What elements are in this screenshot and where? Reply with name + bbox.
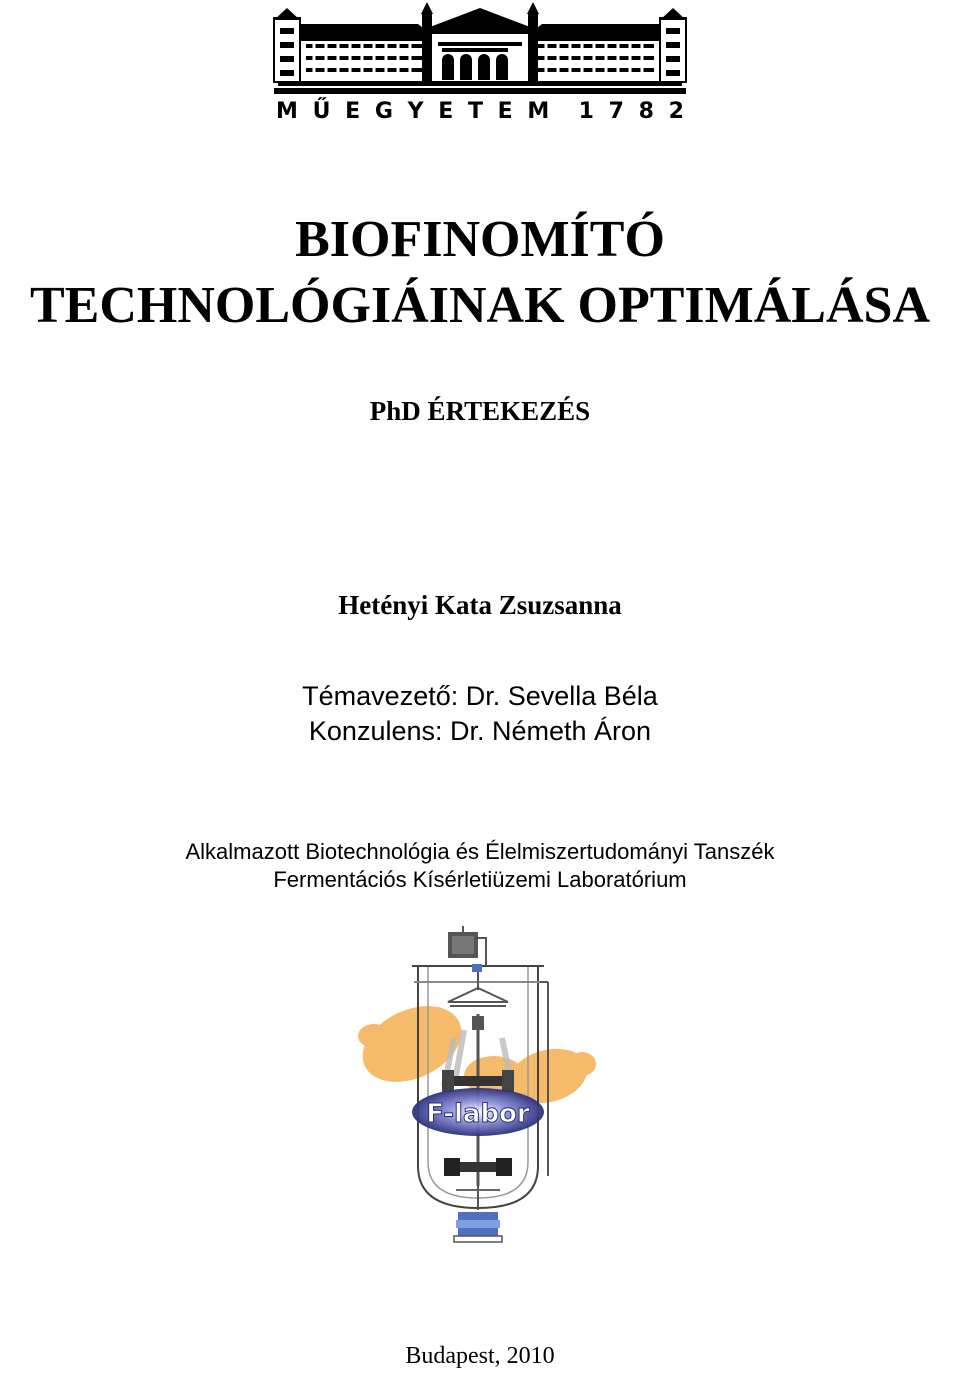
wordmark-letter: 8 (638, 98, 654, 124)
supervisor-line: Témavezető: Dr. Sevella Béla (302, 681, 658, 711)
wordmark-letter: Y (407, 98, 424, 124)
wordmark-letter: E (497, 98, 513, 124)
university-building-icon (272, 2, 688, 96)
place-date: Budapest, 2010 (405, 1343, 555, 1369)
laboratory-line: Fermentációs Kísérletiüzemi Laboratórium (273, 867, 687, 892)
title-line-2: TECHNOLÓGIÁINAK OPTIMÁLÁSA (30, 277, 930, 334)
university-wordmark (272, 96, 688, 126)
department-line: Alkalmazott Biotechnológia és Élelmiszertudományi Tanszék (185, 839, 775, 864)
wordmark-letter: 1 (578, 98, 594, 124)
lab-logo-label: F-labor (426, 1099, 530, 1129)
wordmark-letter: T (467, 98, 483, 124)
consultant-line: Konzulens: Dr. Németh Áron (308, 716, 652, 746)
wordmark-letter: E (345, 98, 361, 124)
wordmark-letter: E (438, 98, 454, 124)
university-logo (272, 2, 688, 124)
wordmark-letter: 2 (668, 98, 684, 124)
fermenter-bioreactor-icon (352, 926, 604, 1246)
author-name: Hetényi Kata Zsuzsanna (338, 590, 622, 620)
wordmark-letter: 7 (608, 98, 624, 124)
wordmark-letter: G (374, 98, 393, 124)
lab-logo (352, 926, 604, 1246)
wordmark-letter: M (527, 98, 550, 124)
wordmark-letter: Ű (312, 98, 331, 124)
document-type: PhD ÉRTEKEZÉS (369, 396, 591, 426)
title-line-1: BIOFINOMÍTÓ (295, 211, 665, 268)
wordmark-letter: M (276, 98, 298, 124)
